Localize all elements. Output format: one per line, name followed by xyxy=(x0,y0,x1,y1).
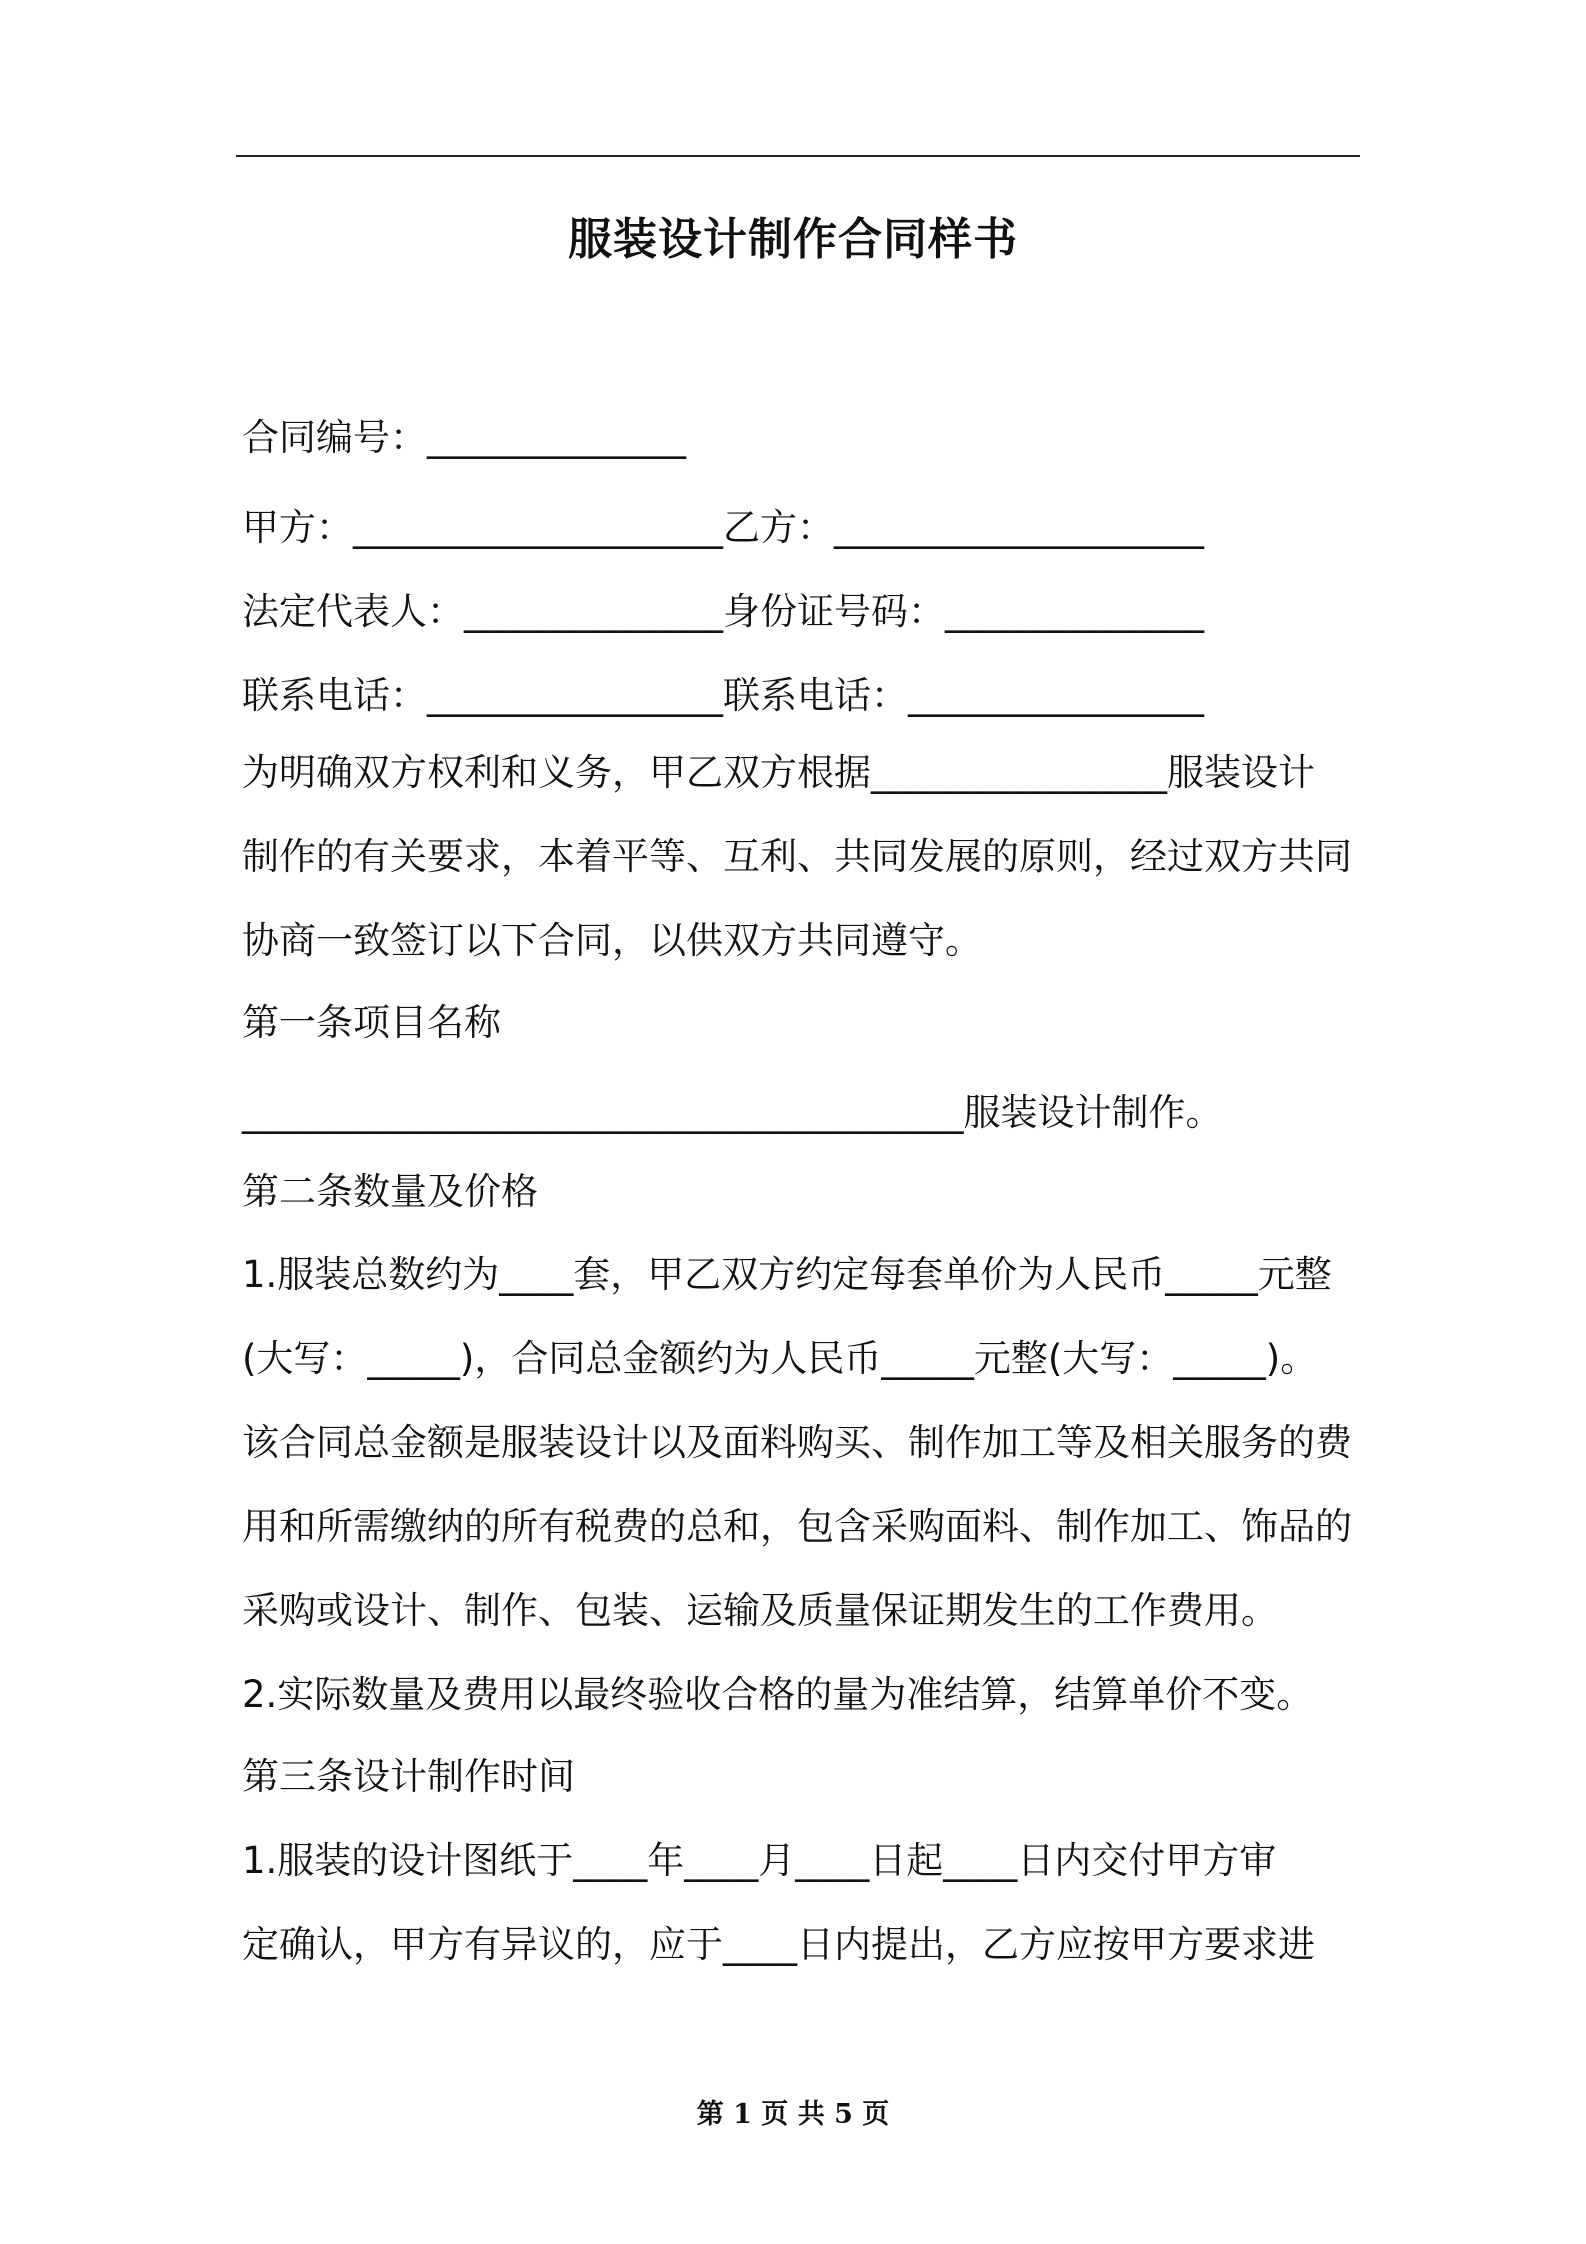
article-2-para-1-line-4: 用和所需缴纳的所有税费的总和，包含采购面料、制作加工、饰品的 xyxy=(242,1505,1352,1548)
article-3-heading: 第三条设计制作时间 xyxy=(242,1755,575,1798)
contract-number-line: 合同编号：______________ xyxy=(242,416,686,459)
article-1-heading: 第一条项目名称 xyxy=(242,1001,501,1044)
page-number: 第 1 页 共 5 页 xyxy=(696,2099,890,2130)
article-3-para-1-line-1: 1.服装的设计图纸于____年____月____日起____日内交付甲方审 xyxy=(242,1839,1277,1882)
document-title: 服装设计制作合同样书 xyxy=(568,214,1018,265)
header-rule xyxy=(236,155,1360,157)
article-1-body: _______________________________________服装设计制作。 xyxy=(242,1091,1223,1134)
article-3-para-1-line-2: 定确认，甲方有异议的，应于____日内提出，乙方应按甲方要求进 xyxy=(242,1923,1315,1966)
phone-line: 联系电话：________________联系电话：________________ xyxy=(242,674,1204,717)
article-2-para-1-line-3: 该合同总金额是服装设计以及面料购买、制作加工等及相关服务的费 xyxy=(242,1421,1352,1464)
preamble-line-1: 为明确双方权利和义务，甲乙双方根据________________服装设计 xyxy=(242,751,1315,794)
article-2-para-1-line-5: 采购或设计、制作、包装、运输及质量保证期发生的工作费用。 xyxy=(242,1589,1278,1632)
party-a-b-line: 甲方：____________________乙方：____________________ xyxy=(242,506,1204,549)
legal-rep-id-line: 法定代表人：______________身份证号码：______________ xyxy=(242,590,1204,633)
preamble-line-3: 协商一致签订以下合同，以供双方共同遵守。 xyxy=(242,919,982,962)
preamble-line-2: 制作的有关要求，本着平等、互利、共同发展的原则，经过双方共同 xyxy=(242,835,1352,878)
article-2-heading: 第二条数量及价格 xyxy=(242,1170,538,1213)
article-2-para-1-line-2: (大写：_____)，合同总金额约为人民币_____元整(大写：_____)。 xyxy=(242,1337,1318,1380)
article-2-para-1-line-1: 1.服装总数约为____套，甲乙双方约定每套单价为人民币_____元整 xyxy=(242,1253,1332,1296)
article-2-para-2: 2.实际数量及费用以最终验收合格的量为准结算，结算单价不变。 xyxy=(242,1673,1314,1716)
